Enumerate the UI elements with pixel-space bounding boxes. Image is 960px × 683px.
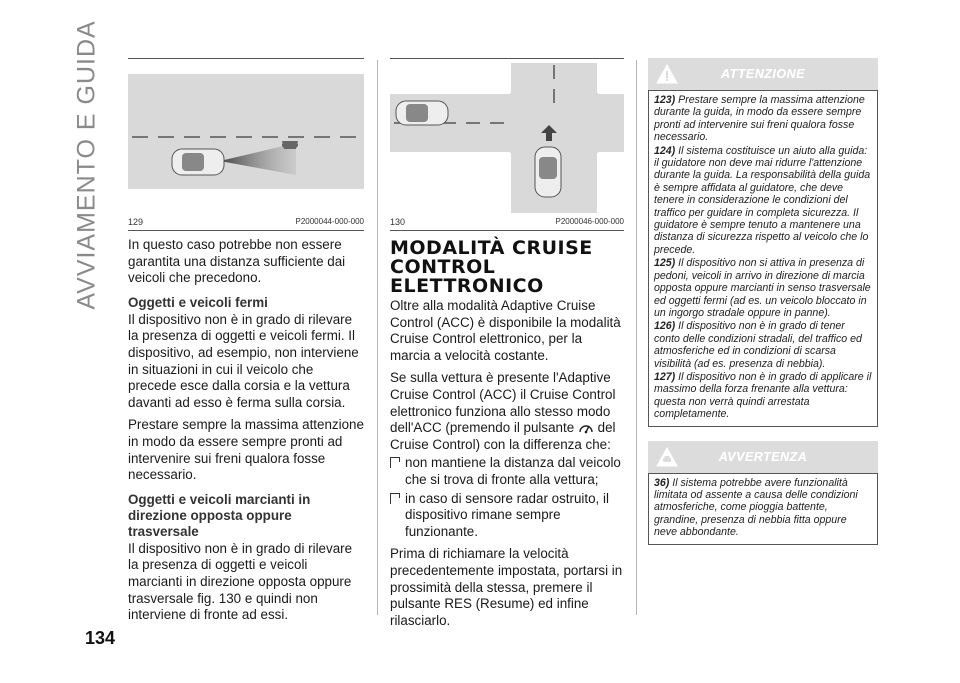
note-text: Il dispositivo non è in grado di applicare il massimo della forza frenante alla vettura: questa non verrà quindi arrestata completamente. bbox=[654, 370, 872, 421]
subheading: Oggetti e veicoli fermi bbox=[128, 294, 268, 310]
column-2 bbox=[390, 58, 624, 629]
note-number: 125) bbox=[654, 257, 676, 270]
attention-box bbox=[648, 58, 878, 427]
figure-129 bbox=[128, 63, 364, 213]
figure-code: P2000046-000-000 bbox=[555, 217, 624, 226]
figure-code: P2000044-000-000 bbox=[295, 217, 364, 226]
cruise-control-speedometer-icon bbox=[578, 421, 594, 434]
bullet-icon bbox=[390, 457, 400, 469]
section-title-text: AVVIAMENTO E GUIDA bbox=[72, 20, 101, 310]
paragraph: Oltre alla modalità Adaptive Cruise Control (ACC) è disponibile la modalità Cruise Control elettronico, per la marcia a velocità costante. bbox=[390, 298, 621, 363]
figure-caption bbox=[128, 217, 364, 231]
note-item bbox=[654, 94, 872, 144]
figure-130 bbox=[390, 63, 624, 213]
section-heading: MODALITÀ CRUISE CONTROL ELETTRONICO bbox=[390, 237, 593, 297]
note-text: Il sistema costituisce un aiuto alla guida: il guidatore non deve mai ridurre l'attenzione durante la guida. La responsabilità della guida è sempre affidata al guidatore, che deve tenere in considerazione le condizioni del traffico per guidare in completa sicurezza. Il guidatore è sempre tenuto a mantenere una distanza di sicurezza rispetto al veicolo che lo precede. bbox=[654, 144, 871, 256]
page-number: 134 bbox=[85, 628, 116, 648]
list-item-text: in caso di sensore radar ostruito, il dispositivo rimane sempre funzionante. bbox=[405, 490, 609, 539]
section-sidebar-title bbox=[62, 20, 112, 310]
note-text: Prestare sempre la massima attenzione durante la guida, in modo da essere sempre pronti ad intervenire sui freni qualora fosse necessario. bbox=[654, 94, 865, 144]
figure-number: 129 bbox=[128, 217, 144, 227]
column-divider bbox=[377, 60, 378, 615]
paragraph bbox=[390, 370, 624, 453]
attention-title: ATTENZIONE bbox=[721, 67, 805, 81]
figure-129-illustration bbox=[128, 63, 364, 213]
note-number: 126) bbox=[654, 320, 676, 333]
note-number: 123) bbox=[654, 94, 676, 106]
note-text: Il sistema potrebbe avere funzionalità limitata od assente a causa delle condizioni atmosferiche, come pioggia battente, grandine, presenza di nebbia fitta oppure neve abbondante. bbox=[654, 476, 858, 539]
paragraph: Il dispositivo non è in grado di rilevare la presenza di oggetti e veicoli fermi. Il dispositivo, ad esempio, non interviene in situazioni in cui il veicolo che precede esce dalla corsia e la vettura davanti ad esso è ferma sulla corsia. bbox=[128, 311, 359, 410]
figure-top-rule bbox=[390, 58, 624, 59]
attention-header bbox=[648, 58, 878, 90]
column-1 bbox=[128, 58, 364, 624]
note-text: Il dispositivo non si attiva in presenza di pedoni, veicoli in arrivo in direzione di marcia opposta oppure marcianti in senso trasversale ed oggetti fermi (ad es. un veicolo bloccato in un ingorgo stradale oppure in panne). bbox=[654, 257, 871, 319]
column-divider bbox=[636, 60, 637, 615]
note-item bbox=[654, 477, 872, 539]
warning-title: AVVERTENZA bbox=[718, 449, 808, 464]
figure-caption bbox=[390, 217, 624, 231]
list-item bbox=[390, 491, 624, 541]
figure-130-illustration bbox=[390, 63, 624, 213]
car-warning-icon bbox=[656, 447, 678, 467]
note-item bbox=[654, 145, 872, 257]
attention-body bbox=[648, 90, 878, 427]
figure-top-rule bbox=[128, 58, 364, 59]
warning-body bbox=[648, 473, 878, 545]
bullet-icon bbox=[390, 493, 400, 505]
warning-header bbox=[648, 441, 878, 473]
note-number: 124) bbox=[654, 144, 676, 157]
figure-number: 130 bbox=[390, 217, 406, 227]
list-item bbox=[390, 455, 624, 488]
note-number: 36) bbox=[654, 476, 670, 489]
column-3 bbox=[648, 58, 878, 545]
warning-triangle-icon bbox=[656, 64, 678, 84]
paragraph: Prima di richiamare la velocità precedentemente impostata, portarsi in prossimità della stessa, premere il pulsante RES (Resume) ed infine rilasciarlo. bbox=[390, 546, 623, 628]
paragraph: Prestare sempre la massima attenzione in modo da essere sempre pronti ad intervenire sui freni qualora fosse necessario. bbox=[128, 417, 364, 483]
note-text: Il dispositivo non è in grado di tener conto delle condizioni stradali, del traffico ed atmosferiche ed in condizioni di scarsa visibilità (ad es. presenza di nebbia). bbox=[654, 320, 862, 370]
list-item-text: non mantiene la distanza dal veicolo che si trova di fronte alla vettura; bbox=[405, 455, 621, 487]
paragraph: Il dispositivo non è in grado di rilevare la presenza di oggetti e veicoli marcianti in direzione opposta oppure trasversale fig. 130 e quindi non interviene di fronte ad essi. bbox=[128, 540, 353, 623]
paragraph: In questo caso potrebbe non essere garantita una distanza sufficiente dai veicoli che precedono. bbox=[128, 237, 346, 286]
subheading: Oggetti e veicoli marcianti in direzione opposta oppure trasversale bbox=[128, 491, 311, 539]
note-item bbox=[654, 371, 872, 421]
paragraph-text: Se sulla vettura è presente l'Adaptive Cruise Control (ACC) il Cruise Control elettronico funziona allo stesso modo dell'ACC (premendo il pulsante bbox=[390, 370, 616, 436]
warning-box bbox=[648, 441, 878, 545]
note-number: 127) bbox=[654, 370, 676, 383]
note-item bbox=[654, 320, 872, 370]
note-item bbox=[654, 257, 872, 319]
paragraph-text: del Cruise Control) con la differenza che: bbox=[390, 420, 616, 452]
